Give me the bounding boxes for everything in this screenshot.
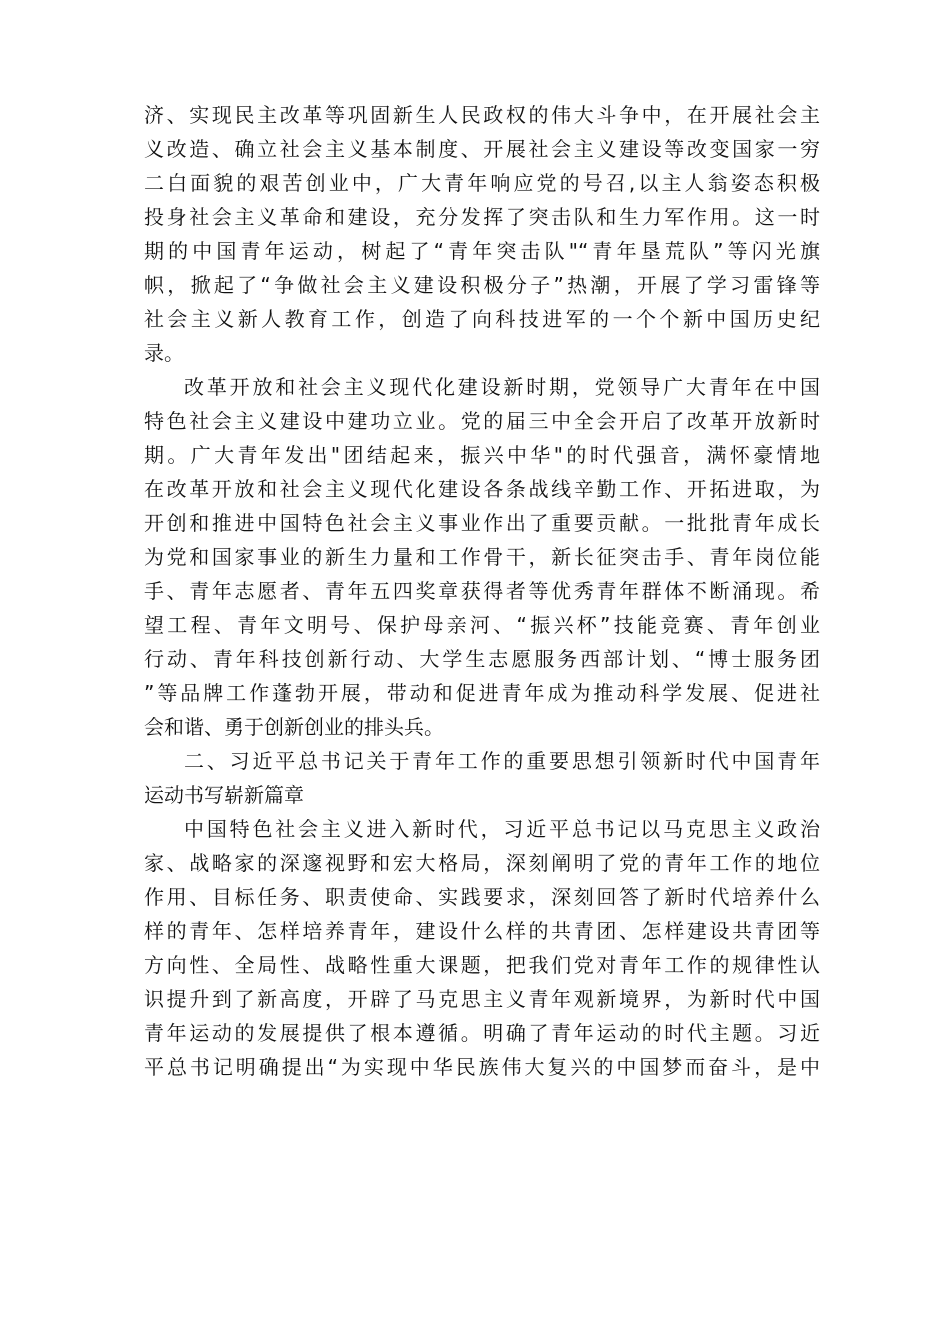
body-text bbox=[144, 98, 820, 1084]
text-line: 样的青年、怎样培养青年，建设什么样的共青团、怎样建设共青团等 bbox=[144, 919, 820, 943]
text-line: 帜，掀起了“争做社会主义建设积极分子”热潮，开展了学习雷锋等 bbox=[144, 273, 820, 297]
text-line: 特色社会主义建设中建功立业。党的届三中全会开启了改革开放新时 bbox=[144, 409, 820, 433]
text-line: 二白面貌的艰苦创业中，广大青年响应党的号召,以主人翁姿态积极 bbox=[144, 171, 820, 195]
text-line: 开创和推进中国特色社会主义事业作出了重要贡献。一批批青年成长 bbox=[144, 511, 820, 535]
text-line: 方向性、全局性、战略性重大课题，把我们党对青年工作的规律性认 bbox=[144, 953, 820, 977]
text-line: 投身社会主义革命和建设，充分发挥了突击队和生力军作用。这一时 bbox=[144, 205, 820, 229]
text-line: 社会主义新人教育工作，创造了向科技进军的一个个新中国历史纪 bbox=[144, 307, 820, 331]
text-line: 期的中国青年运动，树起了“青年突击队"“青年垦荒队”等闪光旗 bbox=[144, 239, 820, 263]
text-line: 期。广大青年发出"团结起来，振兴中华"的时代强音，满怀豪情地 bbox=[144, 443, 820, 467]
text-line: 平总书记明确提出“为实现中华民族伟大复兴的中国梦而奋斗，是中 bbox=[144, 1055, 820, 1079]
text-line: 行动、青年科技创新行动、大学生志愿服务西部计划、“博士服务团 bbox=[144, 647, 820, 671]
text-line: 望工程、青年文明号、保护母亲河、“振兴杯”技能竞赛、青年创业 bbox=[144, 613, 820, 637]
section-heading-line: 运动书写崭新篇章 bbox=[144, 783, 304, 807]
text-line: 作用、目标任务、职责使命、实践要求，深刻回答了新时代培养什么 bbox=[144, 885, 820, 909]
text-line: 济、实现民主改革等巩固新生人民政权的伟大斗争中，在开展社会主 bbox=[144, 103, 820, 127]
text-line: 义改造、确立社会主义基本制度、开展社会主义建设等改变国家一穷 bbox=[144, 137, 820, 161]
text-line: 识提升到了新高度，开辟了马克思主义青年观新境界，为新时代中国 bbox=[144, 987, 820, 1011]
text-line: 改革开放和社会主义现代化建设新时期，党领导广大青年在中国 bbox=[184, 375, 820, 399]
text-line: 为党和国家事业的新生力量和工作骨干，新长征突击手、青年岗位能 bbox=[144, 545, 820, 569]
section-heading-line: 二、习近平总书记关于青年工作的重要思想引领新时代中国青年 bbox=[184, 749, 820, 773]
text-line: 青年运动的发展提供了根本遵循。明确了青年运动的时代主题。习近 bbox=[144, 1021, 820, 1045]
text-line: ”等品牌工作蓬勃开展，带动和促进青年成为推动科学发展、促进社 bbox=[144, 681, 820, 705]
text-line: 家、战略家的深邃视野和宏大格局，深刻阐明了党的青年工作的地位 bbox=[144, 851, 820, 875]
text-line: 录。 bbox=[144, 341, 184, 365]
text-line: 手、青年志愿者、青年五四奖章获得者等优秀青年群体不断涌现。希 bbox=[144, 579, 820, 603]
text-line: 在改革开放和社会主义现代化建设各条战线辛勤工作、开拓进取，为 bbox=[144, 477, 820, 501]
text-line: 中国特色社会主义进入新时代，习近平总书记以马克思主义政治 bbox=[184, 817, 820, 841]
text-line: 会和谐、勇于创新创业的排头兵。 bbox=[144, 715, 444, 739]
